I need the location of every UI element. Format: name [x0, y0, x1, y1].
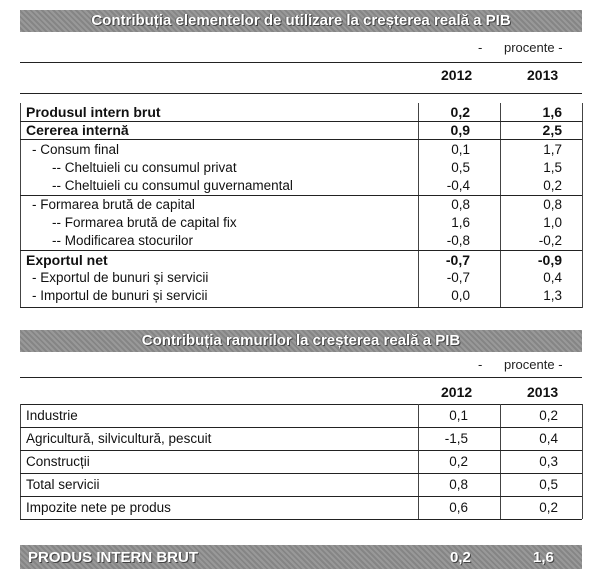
- value-2013: 2,5: [542, 122, 562, 138]
- value-2012: -0,7: [446, 270, 470, 285]
- row-label: - Importul de bunuri și servicii: [32, 288, 208, 303]
- table1-row: [20, 287, 582, 305]
- value-2013: 0,3: [539, 454, 558, 469]
- table1-title-banner: [20, 10, 582, 32]
- value-2013: 0,4: [539, 431, 558, 446]
- row-label: Agricultură, silvicultură, pescuit: [26, 431, 212, 446]
- table1-bottom-rule: [20, 307, 582, 308]
- table1-row: [20, 232, 582, 250]
- row-label: - Exportul de bunuri și servicii: [32, 270, 209, 285]
- value-2013: 1,7: [543, 142, 562, 157]
- value-2012: 0,8: [451, 197, 470, 212]
- table1-year-2012: 2012: [441, 67, 473, 83]
- value-2012: 0,2: [450, 104, 470, 120]
- value-2013: -0,9: [537, 252, 562, 268]
- value-2012: 0,5: [451, 160, 470, 175]
- row-label: Impozite nete pe produs: [26, 500, 171, 515]
- table2-top-rule: [20, 377, 582, 378]
- value-2013: 0,8: [543, 197, 562, 212]
- value-2013: 1,3: [543, 288, 562, 303]
- value-2012: 0,2: [449, 454, 468, 469]
- table2-row-rule: [20, 519, 582, 520]
- table2-unit-label: - procente -: [478, 357, 563, 372]
- table1-top-rule: [20, 62, 582, 63]
- table1-row: [20, 214, 582, 232]
- value-2012: -0,7: [445, 252, 470, 268]
- row-label: -- Formarea brută de capital fix: [52, 215, 237, 230]
- table2-title-banner: [20, 330, 582, 352]
- table2-year-2012: 2012: [441, 384, 473, 400]
- value-2012: -0,4: [446, 178, 470, 193]
- value-2012: -1,5: [444, 431, 468, 446]
- gdp-total-banner: [20, 545, 582, 569]
- value-2013: 0,2: [543, 178, 562, 193]
- gdp-total-2013: 1,6: [533, 549, 554, 566]
- table1-row: [20, 196, 582, 214]
- table1-row-rule: [20, 139, 582, 140]
- table1-row: [20, 141, 582, 159]
- table1-title: Contribuția elementelor de utilizare la creșterea reală a PIB: [91, 12, 511, 29]
- value-2013: 0,2: [539, 500, 558, 515]
- row-label: Exportul net: [26, 252, 108, 268]
- value-2012: 0,1: [451, 142, 470, 157]
- gdp-total-2012: 0,2: [450, 549, 471, 566]
- table1-unit-label: - procente -: [478, 40, 563, 55]
- table1-year-2013: 2013: [527, 67, 559, 83]
- table2-row: [20, 473, 580, 496]
- row-label: Produsul intern brut: [26, 104, 161, 120]
- table1-col-sep-right: [582, 103, 583, 308]
- row-label: Total servicii: [26, 477, 100, 492]
- row-label: -- Cheltuieli cu consumul privat: [52, 160, 237, 175]
- value-2012: 0,8: [449, 477, 468, 492]
- table1-row: [20, 269, 582, 287]
- table2-col-sep-right: [582, 404, 583, 519]
- table1-row: [20, 159, 582, 177]
- row-label: -- Modificarea stocurilor: [52, 233, 194, 248]
- table2-year-2013: 2013: [527, 384, 559, 400]
- gdp-total-label: PRODUS INTERN BRUT: [28, 549, 199, 566]
- value-2012: 0,1: [449, 408, 468, 423]
- row-label: - Formarea brută de capital: [32, 197, 195, 212]
- table1-row: [20, 177, 582, 195]
- value-2013: 1,6: [542, 104, 562, 120]
- value-2012: 0,6: [449, 500, 468, 515]
- value-2013: 1,5: [543, 160, 562, 175]
- value-2012: 0,9: [450, 122, 470, 138]
- table1-row: [20, 251, 582, 269]
- value-2013: -0,2: [538, 233, 562, 248]
- value-2012: 0,0: [451, 288, 470, 303]
- value-2013: 1,0: [543, 215, 562, 230]
- row-label: Industrie: [26, 408, 78, 423]
- value-2013: 0,4: [543, 270, 562, 285]
- table2-row: [20, 427, 580, 450]
- table1-row: [20, 121, 582, 139]
- row-label: -- Cheltuieli cu consumul guvernamental: [52, 178, 293, 193]
- value-2013: 0,5: [539, 477, 558, 492]
- row-label: - Consum final: [32, 142, 120, 157]
- table2-row: [20, 404, 580, 427]
- table2-title: Contribuția ramurilor la creșterea reală a PIB: [141, 332, 461, 349]
- row-label: Construcții: [26, 454, 90, 469]
- table2-row: [20, 496, 580, 519]
- value-2012: -0,8: [446, 233, 470, 248]
- row-label: Cererea internă: [26, 122, 129, 138]
- value-2013: 0,2: [539, 408, 558, 423]
- table1-header-rule: [20, 93, 582, 94]
- table2-row: [20, 450, 580, 473]
- table1-row: [20, 103, 582, 121]
- value-2012: 1,6: [451, 215, 470, 230]
